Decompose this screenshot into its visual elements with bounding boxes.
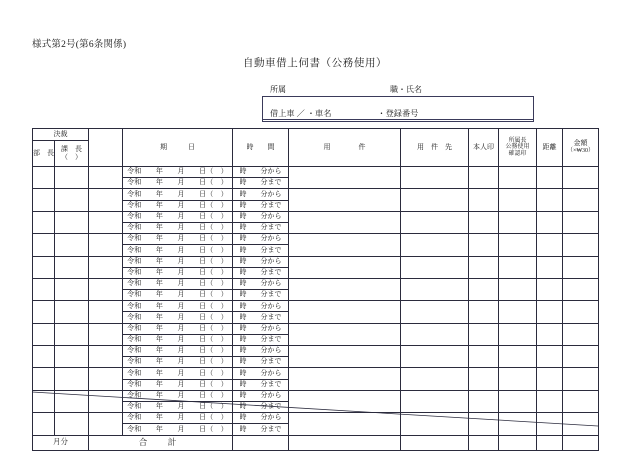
cell-honnin-in[interactable]	[469, 234, 499, 256]
cell-time[interactable]: 時 分まで	[233, 401, 289, 412]
table-row	[33, 256, 599, 267]
cell-kyori[interactable]	[537, 189, 563, 211]
cell-time[interactable]: 時 分まで	[233, 424, 289, 435]
cell-time[interactable]: 時 分まで	[233, 200, 289, 211]
cell-bucho-seal[interactable]	[33, 167, 55, 189]
cell-date[interactable]: 令和 年 月 日（ ）	[123, 323, 233, 334]
cell-honnin-in[interactable]	[469, 346, 499, 368]
cell-shozokucho-in[interactable]	[499, 301, 537, 323]
cell-date[interactable]: 令和 年 月 日（ ）	[123, 424, 233, 435]
cell-time[interactable]: 時 分から	[233, 346, 289, 357]
cell-honnin-in[interactable]	[469, 167, 499, 189]
cell-date[interactable]: 令和 年 月 日（ ）	[123, 211, 233, 222]
kariage-row	[262, 103, 534, 123]
total-yoken-cell[interactable]	[289, 435, 401, 450]
header-shozokucho-line2: 公務使用	[505, 144, 530, 151]
cell-kingaku[interactable]	[563, 234, 599, 256]
cell-time[interactable]: 時 分から	[233, 256, 289, 267]
cell-honnin-in[interactable]	[469, 256, 499, 278]
total-kingaku-cell[interactable]	[563, 435, 599, 450]
total-goukei: 合 計	[89, 435, 233, 450]
cell-time[interactable]: 時 分から	[233, 167, 289, 178]
cell-bucho-seal[interactable]	[33, 234, 55, 256]
cell-shozokucho-in[interactable]	[499, 346, 537, 368]
cell-bucho-seal[interactable]	[33, 323, 55, 345]
cell-bucho-seal[interactable]	[33, 346, 55, 368]
cell-kyori[interactable]	[537, 323, 563, 345]
header-kingaku-label: 金額	[573, 139, 588, 148]
total-tsukibun: 月分	[33, 435, 89, 450]
header-shozokucho-confirm	[499, 129, 537, 167]
cell-kingaku[interactable]	[563, 278, 599, 300]
cell-yokensaki[interactable]	[401, 234, 469, 256]
cell-blank-seal[interactable]	[89, 167, 123, 189]
cell-shozokucho-in[interactable]	[499, 234, 537, 256]
table-row	[33, 301, 599, 312]
cell-kingaku[interactable]	[563, 211, 599, 233]
cell-blank-seal[interactable]	[89, 189, 123, 211]
cell-time[interactable]: 時 分から	[233, 301, 289, 312]
cell-shozokucho-in[interactable]	[499, 256, 537, 278]
cell-blank-seal[interactable]	[89, 234, 123, 256]
cell-kacho-seal[interactable]	[55, 278, 89, 300]
total-row	[33, 435, 599, 450]
cell-kingaku[interactable]	[563, 301, 599, 323]
cell-kyori[interactable]	[537, 167, 563, 189]
cell-time[interactable]: 時 分から	[233, 413, 289, 424]
cell-time[interactable]: 時 分まで	[233, 267, 289, 278]
cell-date[interactable]: 令和 年 月 日（ ）	[123, 267, 233, 278]
cell-yoken[interactable]	[289, 323, 401, 345]
cell-date[interactable]: 令和 年 月 日（ ）	[123, 368, 233, 379]
shozoku-label: 所属	[270, 85, 286, 94]
cell-kacho-seal[interactable]	[55, 211, 89, 233]
cell-bucho-seal[interactable]	[33, 256, 55, 278]
cell-yoken[interactable]	[289, 189, 401, 211]
cell-date[interactable]: 令和 年 月 日（ ）	[123, 222, 233, 233]
cell-yokensaki[interactable]	[401, 189, 469, 211]
cell-honnin-in[interactable]	[469, 301, 499, 323]
cell-kyori[interactable]	[537, 211, 563, 233]
cell-date[interactable]: 令和 年 月 日（ ）	[123, 278, 233, 289]
cell-yokensaki[interactable]	[401, 368, 469, 390]
cell-kyori[interactable]	[537, 234, 563, 256]
table-row	[33, 234, 599, 245]
diagonal-strike-area	[32, 390, 598, 430]
total-time-cell[interactable]	[233, 435, 289, 450]
table-row	[33, 211, 599, 222]
form-number: 様式第2号(第6条関係)	[32, 40, 127, 50]
cell-kacho-seal[interactable]	[55, 368, 89, 390]
cell-yokensaki[interactable]	[401, 346, 469, 368]
cell-kacho-seal[interactable]	[55, 167, 89, 189]
cell-yokensaki[interactable]	[401, 323, 469, 345]
cell-date[interactable]: 令和 年 月 日（ ）	[123, 413, 233, 424]
cell-time[interactable]: 時 分から	[233, 211, 289, 222]
cell-yoken[interactable]	[289, 278, 401, 300]
cell-date[interactable]: 令和 年 月 日（ ）	[123, 390, 233, 401]
header-bucho: 部 長	[33, 141, 55, 167]
cell-time[interactable]: 時 分まで	[233, 245, 289, 256]
cell-kacho-seal[interactable]	[55, 234, 89, 256]
cell-blank-seal[interactable]	[89, 256, 123, 278]
header-kacho-label: 課 長	[61, 144, 82, 153]
cell-bucho-seal[interactable]	[33, 368, 55, 390]
header-honnin-in: 本人印	[469, 129, 499, 167]
cell-blank-seal[interactable]	[89, 278, 123, 300]
header-shozokucho-line3: 確認印	[508, 150, 527, 157]
cell-yokensaki[interactable]	[401, 211, 469, 233]
cell-kyori[interactable]	[537, 346, 563, 368]
cell-kingaku[interactable]	[563, 346, 599, 368]
kariage-label: 借上車 ／ ・車名	[270, 108, 332, 118]
cell-shozokucho-in[interactable]	[499, 189, 537, 211]
cell-yoken[interactable]	[289, 167, 401, 189]
header-yoken: 用 件	[289, 129, 401, 167]
cell-date[interactable]: 令和 年 月 日（ ）	[123, 200, 233, 211]
cell-blank-seal[interactable]	[89, 211, 123, 233]
cell-honnin-in[interactable]	[469, 211, 499, 233]
cell-date[interactable]: 令和 年 月 日（ ）	[123, 379, 233, 390]
cell-time[interactable]: 時 分まで	[233, 290, 289, 301]
cell-yokensaki[interactable]	[401, 301, 469, 323]
header-yokensaki: 用 件 先	[401, 129, 469, 167]
cell-date[interactable]: 令和 年 月 日（ ）	[123, 312, 233, 323]
document-title: 自動車借上伺書（公務使用）	[242, 58, 388, 69]
cell-shozokucho-in[interactable]	[499, 278, 537, 300]
cell-yokensaki[interactable]	[401, 167, 469, 189]
cell-blank-seal[interactable]	[89, 346, 123, 368]
cell-kacho-seal[interactable]	[55, 256, 89, 278]
cell-kacho-seal[interactable]	[55, 323, 89, 345]
header-kacho-sub: （ ）	[61, 152, 82, 161]
header-time: 時 間	[233, 129, 289, 167]
cell-yokensaki[interactable]	[401, 256, 469, 278]
total-honnin-cell[interactable]	[469, 435, 499, 450]
cell-kacho-seal[interactable]	[55, 301, 89, 323]
cell-honnin-in[interactable]	[469, 368, 499, 390]
cell-time[interactable]: 時 分まで	[233, 178, 289, 189]
cell-kingaku[interactable]	[563, 323, 599, 345]
cell-date[interactable]: 令和 年 月 日（ ）	[123, 290, 233, 301]
cell-time[interactable]: 時 分から	[233, 189, 289, 200]
cell-date[interactable]: 令和 年 月 日（ ）	[123, 256, 233, 267]
header-kessai: 決裁	[33, 129, 89, 141]
cell-time[interactable]: 時 分から	[233, 368, 289, 379]
table-row	[33, 278, 599, 289]
total-shozokucho-cell[interactable]	[499, 435, 537, 450]
cell-time[interactable]: 時 分から	[233, 234, 289, 245]
header-kingaku	[563, 129, 599, 167]
cell-date[interactable]: 令和 年 月 日（ ）	[123, 178, 233, 189]
cell-kyori[interactable]	[537, 256, 563, 278]
cell-date[interactable]: 令和 年 月 日（ ）	[123, 401, 233, 412]
cell-yoken[interactable]	[289, 346, 401, 368]
total-kyori-cell[interactable]	[537, 435, 563, 450]
cell-shozokucho-in[interactable]	[499, 211, 537, 233]
cell-kingaku[interactable]	[563, 256, 599, 278]
cell-date[interactable]: 令和 年 月 日（ ）	[123, 334, 233, 345]
header-kingaku-sub: （×₩30）	[566, 148, 595, 155]
table-footer-section	[33, 435, 599, 450]
cell-shozokucho-in[interactable]	[499, 368, 537, 390]
cell-date[interactable]: 令和 年 月 日（ ）	[123, 234, 233, 245]
header-kacho	[55, 141, 89, 167]
cell-time[interactable]: 時 分から	[233, 278, 289, 289]
table-head-section	[33, 129, 599, 167]
cell-bucho-seal[interactable]	[33, 189, 55, 211]
cell-kyori[interactable]	[537, 301, 563, 323]
cell-date[interactable]: 令和 年 月 日（ ）	[123, 189, 233, 200]
cell-time[interactable]: 時 分まで	[233, 312, 289, 323]
cell-time[interactable]: 時 分から	[233, 390, 289, 401]
table-row	[33, 323, 599, 334]
shokumei-label: 職・氏名	[390, 85, 422, 94]
cell-yokensaki[interactable]	[401, 278, 469, 300]
cell-honnin-in[interactable]	[469, 278, 499, 300]
cell-kingaku[interactable]	[563, 189, 599, 211]
table-row	[33, 346, 599, 357]
cell-date[interactable]: 令和 年 月 日（ ）	[123, 357, 233, 368]
table-header-row-1	[33, 129, 599, 141]
header-kyori: 距離	[537, 129, 563, 167]
table-row	[33, 189, 599, 200]
cell-yoken[interactable]	[289, 256, 401, 278]
cell-kacho-seal[interactable]	[55, 189, 89, 211]
table-row	[33, 368, 599, 379]
cell-time[interactable]: 時 分まで	[233, 334, 289, 345]
touroku-label: ・登録番号	[377, 108, 419, 118]
cell-date[interactable]: 令和 年 月 日（ ）	[123, 301, 233, 312]
cell-shozokucho-in[interactable]	[499, 167, 537, 189]
cell-bucho-seal[interactable]	[33, 278, 55, 300]
header-date: 期 日	[123, 129, 233, 167]
cell-date[interactable]: 令和 年 月 日（ ）	[123, 346, 233, 357]
cell-date[interactable]: 令和 年 月 日（ ）	[123, 245, 233, 256]
cell-kingaku[interactable]	[563, 167, 599, 189]
cell-bucho-seal[interactable]	[33, 301, 55, 323]
cell-blank-seal[interactable]	[89, 368, 123, 390]
cell-yoken[interactable]	[289, 211, 401, 233]
cell-time[interactable]: 時 分まで	[233, 379, 289, 390]
cell-kyori[interactable]	[537, 278, 563, 300]
header-shozokucho-line1: 所属長	[508, 137, 527, 144]
cell-date[interactable]: 令和 年 月 日（ ）	[123, 167, 233, 178]
cell-yoken[interactable]	[289, 368, 401, 390]
diagonal-line-icon	[32, 390, 598, 430]
cell-bucho-seal[interactable]	[33, 211, 55, 233]
total-yokensaki-cell[interactable]	[401, 435, 469, 450]
cell-kacho-seal[interactable]	[55, 346, 89, 368]
cell-yoken[interactable]	[289, 301, 401, 323]
cell-time[interactable]: 時 分から	[233, 323, 289, 334]
cell-time[interactable]: 時 分まで	[233, 357, 289, 368]
table-row	[33, 167, 599, 178]
cell-shozokucho-in[interactable]	[499, 323, 537, 345]
cell-blank-seal[interactable]	[89, 323, 123, 345]
cell-time[interactable]: 時 分まで	[233, 222, 289, 233]
cell-yoken[interactable]	[289, 234, 401, 256]
cell-honnin-in[interactable]	[469, 323, 499, 345]
cell-blank-seal[interactable]	[89, 301, 123, 323]
cell-kingaku[interactable]	[563, 368, 599, 390]
cell-kyori[interactable]	[537, 368, 563, 390]
cell-honnin-in[interactable]	[469, 189, 499, 211]
